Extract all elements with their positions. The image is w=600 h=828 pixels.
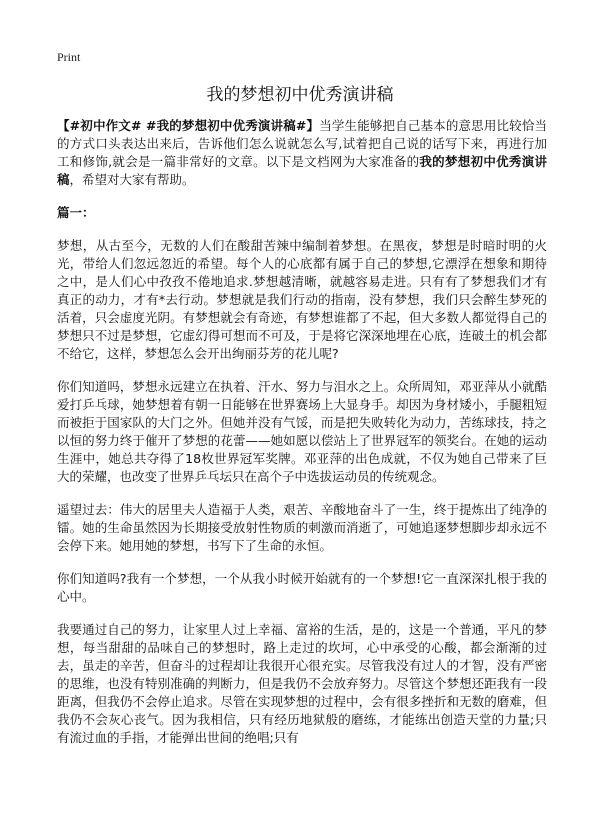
print-link[interactable]: Print — [57, 50, 81, 64]
body-paragraph-5: 我要通过自己的努力，让家里人过上幸福、富裕的生活，是的，这是一个普通，平凡的梦想，每当甜甜的品味自己的梦想时，路上走过的坎坷，心中承受的心酸，都会渐渐的过去，虽走的辛苦，但奋斗的过程却让我很开心很充实。尽管我没有过人的才智，没有严密的思维，也没有特别准确的判断力，但是我仍不会放弃努力。尽管这个梦想还距我有一段距离，但我仍不会停止追求。尽管在实现梦想的过程中，会有很多挫折和无数的磨难，但我仍不会灰心丧气。因为我相信，只有经历地狱般的磨练，才能练出创造天堂的力量;只有流过血的手指，才能弹出世间的绝唱;只有 — [57, 622, 547, 745]
body-paragraph-1: 梦想，从古至今，无数的人们在酸甜苦辣中编制着梦想。在黑夜，梦想是时暗时明的火光，带给人们忽远忽近的希望。每个人的心底都有属于自己的梦想,它漂浮在想象和期待之中，是人们心中孜孜不倦地追求.梦想越清晰，就越容易走进。只有有了梦想我们才有真正的动力，才有*去行动。梦想就是我们行动的指南，没有梦想，我们只会醉生梦死的活着，只会虚度光阴。有梦想就会有奇迹，有梦想谁都了不起，但大多数人都觉得自己的梦想只不过是梦想，它虚幻得可想而不可及，于是将它深深地埋在心底，连破土的机会都不给它，这样，梦想怎么会开出绚丽芬芳的花儿呢? — [57, 238, 547, 361]
intro-tag: 【#初中作文# #我的梦想初中优秀演讲稿#】 — [57, 118, 320, 133]
intro-bold-title: 我的梦想初中优秀演讲稿 — [57, 154, 547, 187]
body-paragraph-3: 遥望过去：伟大的居里夫人造福于人类，艰苦、辛酸地奋斗了一生，终于提炼出了纯净的镭。她的生命虽然因为长期接受放射性物质的刺激而消逝了，可她追逐梦想脚步却永远不会停下来。她用她的梦想，书写下了生命的永恒。 — [57, 502, 547, 553]
intro-text-2: ，希望对大家有帮助。 — [69, 172, 195, 187]
page-title: 我的梦想初中优秀演讲稿 — [206, 85, 394, 105]
body-paragraph-2: 你们知道吗，梦想永远建立在执着、汗水、努力与泪水之上。众所周知，邓亚萍从小就酷爱打乒乓球，她梦想着有朝一日能够在世界赛场上大显身手。却因为身材矮小，手腿粗短而被拒于国家队的大门之外。但她并没有气馁，而是把失败转化为动力，苦练球技，持之以恒的努力终于催开了梦想的花蕾——她如愿以偿站上了世界冠军的领奖台。在她的运动生涯中，她总共夺得了18枚世界冠军奖牌。邓亚萍的出色成就，不仅为她自己带来了巨大的荣耀，也改变了世界乒乓坛只在高个子中选拔运动员的传统观念。 — [57, 379, 547, 484]
article-body — [57, 117, 547, 762]
intro-text-1: 当学生能够把自己基本的意思用比较恰当的方式口头表达出来后，告诉他们怎么说就怎么写,试着把自己说的话写下来，再进行加工和修饰,就会是一篇非常好的文章。以下是文档网为大家准备的 — [57, 118, 547, 169]
intro-paragraph — [57, 117, 547, 189]
section-title: 篇一： — [57, 205, 95, 220]
body-paragraph-4: 你们知道吗?我有一个梦想，一个从我小时候开始就有的一个梦想!它一直深深扎根于我的心中。 — [57, 571, 547, 604]
